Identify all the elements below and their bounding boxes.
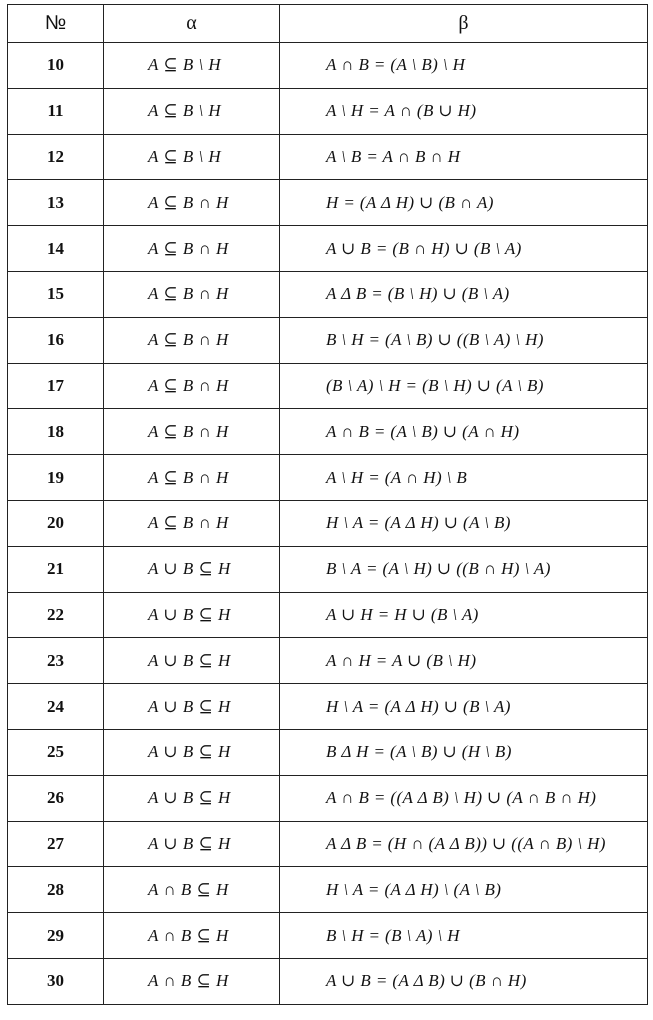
beta-identity: A \ B = A ∩ B ∩ H — [280, 134, 648, 180]
row-number: 19 — [8, 455, 104, 501]
alpha-condition: A ⊆ B ∩ H — [104, 317, 280, 363]
alpha-condition: A ⊆ B ∩ H — [104, 409, 280, 455]
table-row — [8, 500, 648, 546]
row-number: 25 — [8, 729, 104, 775]
table-row — [8, 638, 648, 684]
alpha-column-header: α — [104, 5, 280, 43]
alpha-condition: A ⊆ B \ H — [104, 88, 280, 134]
row-number: 21 — [8, 546, 104, 592]
table-row — [8, 409, 648, 455]
beta-identity: A Δ B = (B \ H) ∪ (B \ A) — [280, 271, 648, 317]
beta-identity: A ∩ B = ((A Δ B) \ H) ∪ (A ∩ B ∩ H) — [280, 775, 648, 821]
beta-identity: H \ A = (A Δ H) ∪ (A \ B) — [280, 500, 648, 546]
row-number: 17 — [8, 363, 104, 409]
row-number: 28 — [8, 867, 104, 913]
row-number: 18 — [8, 409, 104, 455]
row-number: 27 — [8, 821, 104, 867]
alpha-condition: A ⊆ B \ H — [104, 134, 280, 180]
beta-identity: A \ H = A ∩ (B ∪ H) — [280, 88, 648, 134]
beta-identity: A ∩ H = A ∪ (B \ H) — [280, 638, 648, 684]
table-row — [8, 134, 648, 180]
row-number: 29 — [8, 913, 104, 959]
table-body — [8, 43, 648, 1005]
table-row — [8, 821, 648, 867]
alpha-condition: A ∪ B ⊆ H — [104, 729, 280, 775]
alpha-condition: A ∪ B ⊆ H — [104, 684, 280, 730]
table-row — [8, 546, 648, 592]
alpha-condition: A ⊆ B ∩ H — [104, 363, 280, 409]
beta-identity: A ∩ B = (A \ B) \ H — [280, 43, 648, 89]
row-number: 22 — [8, 592, 104, 638]
beta-identity: H = (A Δ H) ∪ (B ∩ A) — [280, 180, 648, 226]
table-row — [8, 43, 648, 89]
alpha-condition: A ∪ B ⊆ H — [104, 821, 280, 867]
alpha-condition: A ⊆ B ∩ H — [104, 500, 280, 546]
alpha-condition: A ⊆ B ∩ H — [104, 180, 280, 226]
beta-identity: H \ A = (A Δ H) ∪ (B \ A) — [280, 684, 648, 730]
row-number: 10 — [8, 43, 104, 89]
table-row — [8, 226, 648, 272]
table-row — [8, 592, 648, 638]
beta-identity: B \ H = (B \ A) \ H — [280, 913, 648, 959]
table-row — [8, 180, 648, 226]
row-number: 23 — [8, 638, 104, 684]
row-number: 16 — [8, 317, 104, 363]
alpha-condition: A ⊆ B ∩ H — [104, 271, 280, 317]
table-row — [8, 729, 648, 775]
alpha-condition: A ∩ B ⊆ H — [104, 913, 280, 959]
table-row — [8, 317, 648, 363]
row-number: 20 — [8, 500, 104, 546]
alpha-condition: A ∪ B ⊆ H — [104, 638, 280, 684]
set-identities-table — [7, 4, 648, 1005]
number-column-header: № — [8, 5, 104, 43]
table-row — [8, 913, 648, 959]
beta-identity: A \ H = (A ∩ H) \ B — [280, 455, 648, 501]
alpha-condition: A ∩ B ⊆ H — [104, 958, 280, 1004]
table-row — [8, 271, 648, 317]
row-number: 13 — [8, 180, 104, 226]
beta-identity: H \ A = (A Δ H) \ (A \ B) — [280, 867, 648, 913]
beta-identity: B \ A = (A \ H) ∪ ((B ∩ H) \ A) — [280, 546, 648, 592]
table-row — [8, 958, 648, 1004]
row-number: 15 — [8, 271, 104, 317]
beta-identity: A ∩ B = (A \ B) ∪ (A ∩ H) — [280, 409, 648, 455]
beta-identity: (B \ A) \ H = (B \ H) ∪ (A \ B) — [280, 363, 648, 409]
alpha-condition: A ⊆ B ∩ H — [104, 226, 280, 272]
row-number: 11 — [8, 88, 104, 134]
beta-column-header: β — [280, 5, 648, 43]
row-number: 14 — [8, 226, 104, 272]
row-number: 26 — [8, 775, 104, 821]
row-number: 24 — [8, 684, 104, 730]
header-row — [8, 5, 648, 43]
table-row — [8, 88, 648, 134]
table-row — [8, 867, 648, 913]
beta-identity: B \ H = (A \ B) ∪ ((B \ A) \ H) — [280, 317, 648, 363]
beta-identity: B Δ H = (A \ B) ∪ (H \ B) — [280, 729, 648, 775]
row-number: 30 — [8, 958, 104, 1004]
alpha-condition: A ∩ B ⊆ H — [104, 867, 280, 913]
alpha-condition: A ∪ B ⊆ H — [104, 546, 280, 592]
beta-identity: A ∪ H = H ∪ (B \ A) — [280, 592, 648, 638]
table-row — [8, 363, 648, 409]
beta-identity: A ∪ B = (B ∩ H) ∪ (B \ A) — [280, 226, 648, 272]
beta-identity: A ∪ B = (A Δ B) ∪ (B ∩ H) — [280, 958, 648, 1004]
beta-identity: A Δ B = (H ∩ (A Δ B)) ∪ ((A ∩ B) \ H) — [280, 821, 648, 867]
alpha-condition: A ⊆ B \ H — [104, 43, 280, 89]
table-row — [8, 455, 648, 501]
alpha-condition: A ⊆ B ∩ H — [104, 455, 280, 501]
table-row — [8, 775, 648, 821]
row-number: 12 — [8, 134, 104, 180]
table-row — [8, 684, 648, 730]
alpha-condition: A ∪ B ⊆ H — [104, 775, 280, 821]
alpha-condition: A ∪ B ⊆ H — [104, 592, 280, 638]
